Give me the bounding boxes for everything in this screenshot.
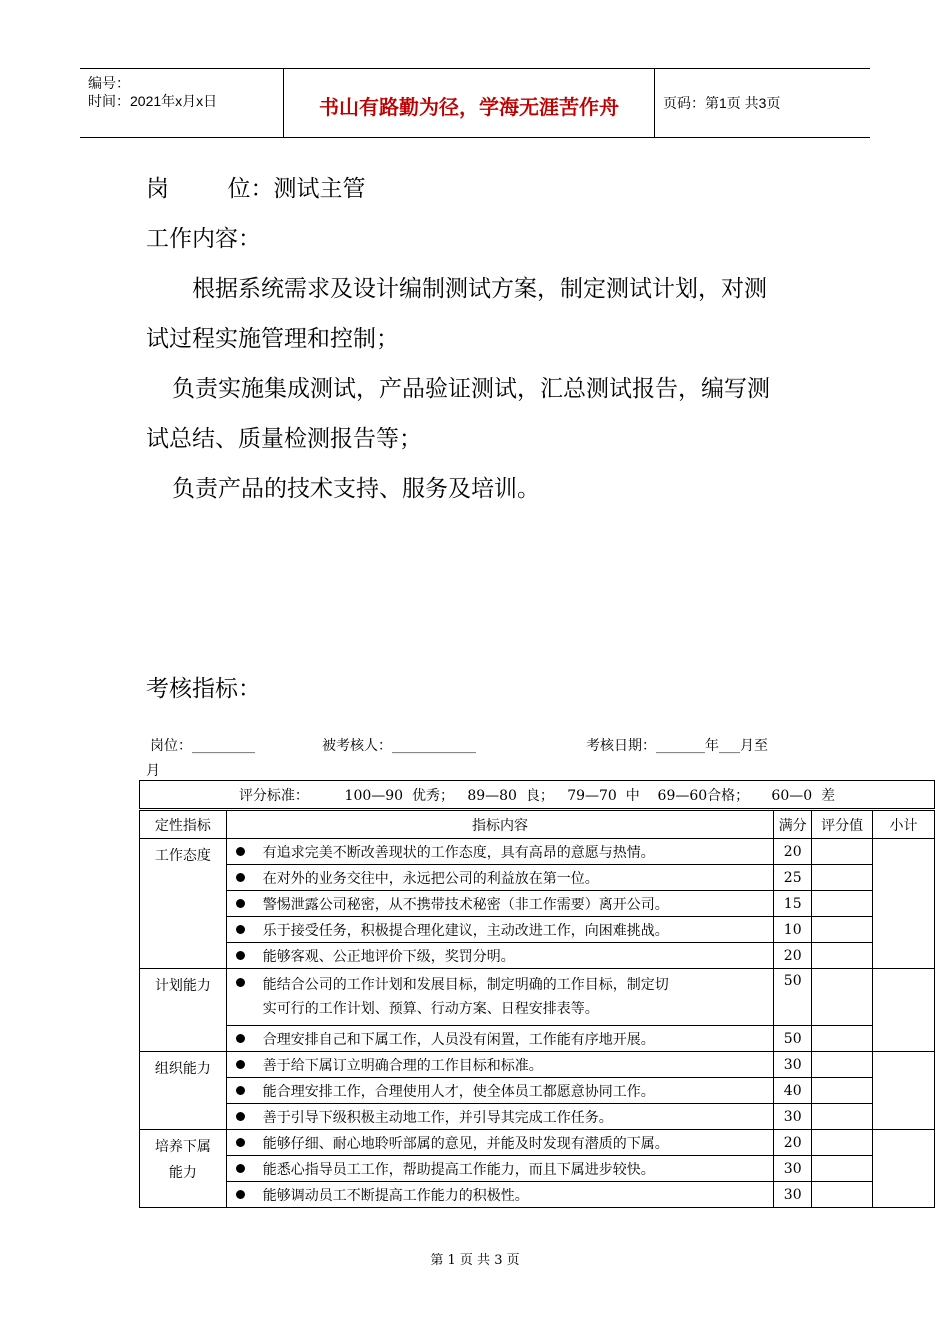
indicator-text: 善于给下属订立明确合理的工作目标和标准。 bbox=[255, 1052, 774, 1078]
category-planning: 计划能力 bbox=[140, 969, 227, 1052]
scoring-standard-row bbox=[140, 781, 935, 810]
post-field[interactable]: 岗位：_________ bbox=[150, 738, 255, 754]
header-motto: 书山有路勤为径，学海无涯苦作舟 bbox=[319, 95, 619, 119]
kpi-title: 考核指标： bbox=[146, 676, 261, 702]
table-row bbox=[140, 1104, 935, 1130]
score-input[interactable] bbox=[812, 1078, 873, 1104]
full-score: 50 bbox=[774, 969, 812, 1026]
full-score: 40 bbox=[774, 1078, 812, 1104]
table-row bbox=[140, 969, 935, 1026]
work-content-title: 工作内容： bbox=[146, 226, 261, 252]
subtotal-cell[interactable] bbox=[873, 839, 935, 969]
indicator-text-line2: 实可行的工作计划、预算、行动方案、日程安排表等。 bbox=[262, 1001, 599, 1017]
header-page-cell bbox=[655, 69, 870, 137]
full-score: 10 bbox=[774, 917, 812, 943]
subtotal-cell[interactable] bbox=[873, 1130, 935, 1208]
bullet-icon bbox=[226, 1026, 254, 1052]
header-meta-cell bbox=[80, 69, 284, 137]
work-line-1: 根据系统需求及设计编制测试方案，制定测试计划，对测 bbox=[192, 276, 767, 302]
full-score: 50 bbox=[774, 1026, 812, 1052]
subtotal-cell[interactable] bbox=[873, 1052, 935, 1130]
category-developing-subordinates bbox=[140, 1130, 227, 1208]
page-header bbox=[80, 68, 870, 138]
bullet-icon bbox=[226, 1104, 254, 1130]
document-number-label: 编号： bbox=[88, 75, 130, 91]
header-category: 定性指标 bbox=[140, 810, 227, 839]
full-score: 30 bbox=[774, 1052, 812, 1078]
indicator-text: 能够客观、公正地评价下级，奖罚分明。 bbox=[255, 943, 774, 969]
score-input[interactable] bbox=[812, 1156, 873, 1182]
score-input[interactable] bbox=[812, 1130, 873, 1156]
indicator-text: 能够调动员工不断提高工作能力的积极性。 bbox=[255, 1182, 774, 1208]
score-input[interactable] bbox=[812, 969, 873, 1026]
scoring-standard: 评分标准： 100—90 优秀； 89—80 良； 79—70 中 69—60合格； 60—0 差 bbox=[140, 781, 935, 810]
full-score: 30 bbox=[774, 1104, 812, 1130]
table-row bbox=[140, 1130, 935, 1156]
indicator-text: 合理安排自己和下属工作，人员没有闲置，工作能有序地开展。 bbox=[255, 1026, 774, 1052]
indicator-text: 能悉心指导员工工作，帮助提高工作能力，而且下属进步较快。 bbox=[255, 1156, 774, 1182]
table-row bbox=[140, 839, 935, 865]
bullet-icon bbox=[226, 917, 254, 943]
table-row bbox=[140, 1156, 935, 1182]
header-motto-cell bbox=[284, 69, 655, 137]
indicator-text: 有追求完美不断改善现状的工作态度，具有高昂的意愿与热情。 bbox=[255, 839, 774, 865]
indicator-text: 能合理安排工作，合理使用人才，使全体员工都愿意协同工作。 bbox=[255, 1078, 774, 1104]
evaluatee-field[interactable]: 被考核人：____________ bbox=[322, 738, 476, 754]
header-content: 指标内容 bbox=[226, 810, 773, 839]
bullet-icon bbox=[226, 1182, 254, 1208]
full-score: 30 bbox=[774, 1156, 812, 1182]
table-row bbox=[140, 917, 935, 943]
post-label: 岗 位： bbox=[146, 176, 274, 202]
work-line-4: 试总结、质量检测报告等； bbox=[146, 426, 422, 452]
score-input[interactable] bbox=[812, 1104, 873, 1130]
score-input[interactable] bbox=[812, 1026, 873, 1052]
indicator-text: 在对外的业务交往中，永远把公司的利益放在第一位。 bbox=[255, 865, 774, 891]
bullet-icon bbox=[226, 943, 254, 969]
full-score: 20 bbox=[774, 1130, 812, 1156]
work-line-2: 试过程实施管理和控制； bbox=[146, 326, 399, 352]
post-line bbox=[146, 170, 366, 203]
bullet-icon bbox=[226, 865, 254, 891]
evaluation-date-field[interactable]: 考核日期：_______年___月至 bbox=[586, 738, 768, 754]
full-score: 20 bbox=[774, 943, 812, 969]
table-row bbox=[140, 1052, 935, 1078]
work-line-3: 负责实施集成测试，产品验证测试，汇总测试报告，编写测 bbox=[172, 376, 770, 402]
header-page-info: 页码：第1页 共3页 bbox=[663, 95, 781, 111]
indicator-text: 警惕泄露公司秘密，从不携带技术秘密（非工作需要）离开公司。 bbox=[255, 891, 774, 917]
full-score: 25 bbox=[774, 865, 812, 891]
table-row bbox=[140, 943, 935, 969]
score-input[interactable] bbox=[812, 865, 873, 891]
table-row bbox=[140, 1182, 935, 1208]
score-input[interactable] bbox=[812, 943, 873, 969]
bullet-icon bbox=[226, 1052, 254, 1078]
category-line1: 培养下属 bbox=[154, 1139, 211, 1155]
full-score: 15 bbox=[774, 891, 812, 917]
bullet-icon bbox=[226, 1078, 254, 1104]
score-input[interactable] bbox=[812, 891, 873, 917]
indicator-text: 善于引导下级积极主动地工作，并引导其完成工作任务。 bbox=[255, 1104, 774, 1130]
category-line2: 能力 bbox=[168, 1165, 197, 1181]
indicator-text: 乐于接受任务，积极提合理化建议，主动改进工作，向困难挑战。 bbox=[255, 917, 774, 943]
evaluation-table bbox=[139, 780, 935, 1208]
bullet-icon bbox=[226, 891, 254, 917]
table-row bbox=[140, 891, 935, 917]
table-row bbox=[140, 1026, 935, 1052]
score-input[interactable] bbox=[812, 839, 873, 865]
work-line-5: 负责产品的技术支持、服务及培训。 bbox=[172, 476, 540, 502]
category-attitude: 工作态度 bbox=[140, 839, 227, 969]
score-input[interactable] bbox=[812, 1182, 873, 1208]
table-header-row bbox=[140, 810, 935, 839]
score-input[interactable] bbox=[812, 1052, 873, 1078]
score-input[interactable] bbox=[812, 917, 873, 943]
post-value: 测试主管 bbox=[273, 176, 366, 202]
page-footer: 第 1 页 共 3 页 bbox=[430, 1253, 520, 1268]
indicator-text: 能够仔细、耐心地聆听部属的意见，并能及时发现有潜质的下属。 bbox=[255, 1130, 774, 1156]
bullet-icon bbox=[226, 1156, 254, 1182]
table-row bbox=[140, 865, 935, 891]
full-score: 20 bbox=[774, 839, 812, 865]
evaluation-date-field-cont: 月 bbox=[146, 763, 160, 779]
indicator-text-line1: 能结合公司的工作计划和发展目标，制定明确的工作目标，制定切 bbox=[262, 977, 669, 993]
indicator-text bbox=[255, 969, 774, 1026]
table-row bbox=[140, 1078, 935, 1104]
document-time: 时间：2021年x月x日 bbox=[88, 93, 218, 109]
header-full-score: 满分 bbox=[774, 810, 812, 839]
header-subtotal: 小计 bbox=[873, 810, 935, 839]
bullet-icon bbox=[226, 969, 254, 1026]
bullet-icon bbox=[226, 1130, 254, 1156]
category-organizing: 组织能力 bbox=[140, 1052, 227, 1130]
subtotal-cell[interactable] bbox=[873, 969, 935, 1052]
header-score: 评分值 bbox=[812, 810, 873, 839]
bullet-icon bbox=[226, 839, 254, 865]
full-score: 30 bbox=[774, 1182, 812, 1208]
